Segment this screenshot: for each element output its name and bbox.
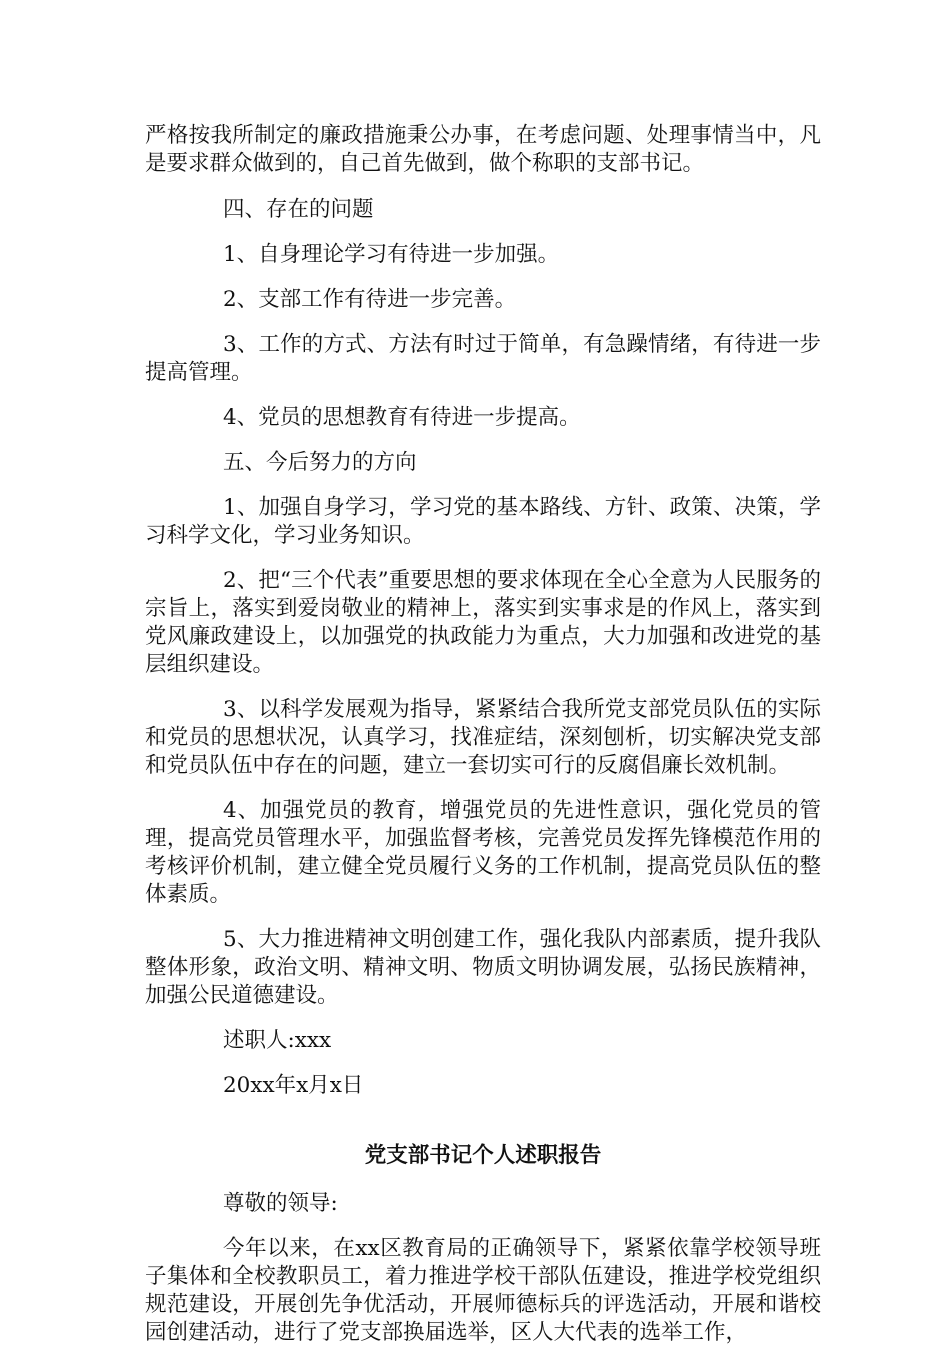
list-item: 5、大力推进精神文明创建工作，强化我队内部素质，提升我队整体形象，政治文明、精神文明、物质文明协调发展，弘扬民族精神，加强公民道德建设。 (145, 927, 821, 1008)
section-part1 (145, 122, 821, 1100)
report-title: 党支部书记个人述职报告 (364, 1143, 602, 1168)
list-item: 4、党员的思想教育有待进一步提高。 (223, 405, 581, 430)
section-heading-problems: 四、存在的问题 (223, 197, 374, 222)
salutation: 尊敬的领导: (223, 1191, 338, 1216)
document-page (145, 122, 821, 1364)
list-item: 4、加强党员的教育，增强党员的先进性意识，强化党员的管理，提高党员管理水平，加强监督考核，完善党员发挥先锋模范作用的考核评价机制，建立健全党员履行义务的工作机制，提高党员队伍的整体素质。 (145, 798, 821, 907)
section-part2 (145, 1190, 821, 1347)
date-line: 20xx年x月x日 (223, 1073, 364, 1098)
list-item: 1、加强自身学习，学习党的基本路线、方针、政策、决策，学习科学文化，学习业务知识。 (145, 495, 821, 548)
list-item: 3、工作的方式、方法有时过于简单，有急躁情绪，有待进一步提高管理。 (145, 332, 821, 385)
section-heading-direction: 五、今后努力的方向 (223, 450, 417, 475)
signature-line: 述职人:xxx (223, 1028, 332, 1053)
paragraph: 严格按我所制定的廉政措施秉公办事，在考虑问题、处理事情当中，凡是要求群众做到的，自己首先做到，做个称职的支部书记。 (145, 123, 821, 176)
list-item: 1、自身理论学习有待进一步加强。 (223, 242, 560, 267)
paragraph: 今年以来，在xx区教育局的正确领导下，紧紧依靠学校领导班子集体和全校教职员工，着力推进学校干部队伍建设，推进学校党组织规范建设，开展创先争优活动，开展师德标兵的评选活动，开展和谐校园创建活动，进行了党支部换届选举，区人大代表的选举工作， (145, 1236, 821, 1345)
list-item: 2、把“三个代表”重要思想的要求体现在全心全意为人民服务的宗旨上，落实到爱岗敬业的精神上，落实到实事求是的作风上，落实到党风廉政建设上，以加强党的执政能力为重点，大力加强和改进党的基层组织建设。 (145, 568, 821, 677)
list-item: 3、以科学发展观为指导，紧紧结合我所党支部党员队伍的实际和党员的思想状况，认真学习，找准症结，深刻刨析，切实解决党支部和党员队伍中存在的问题，建立一套切实可行的反腐倡廉长效机制。 (145, 697, 821, 778)
list-item: 2、支部工作有待进一步完善。 (223, 287, 517, 312)
